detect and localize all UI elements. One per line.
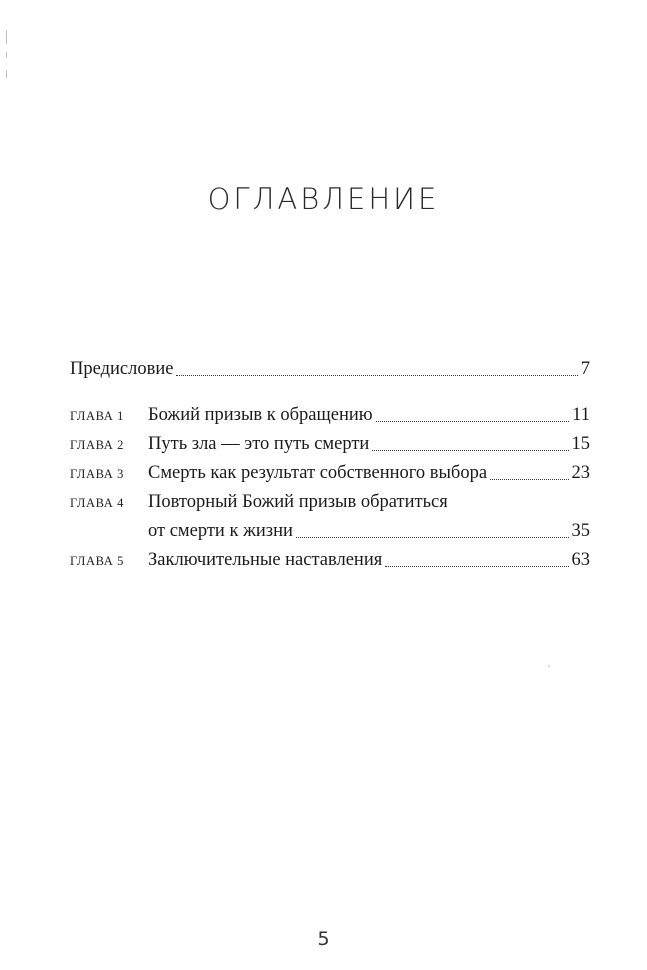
scan-margin-marks [6,30,8,90]
toc-entry-chapter-2[interactable] [70,430,590,459]
toc-entry-text: Повторный Божий призыв обратиться [148,492,448,512]
toc-entry-chapter-1[interactable] [70,401,590,430]
chapter-label: ГЛАВА 5 [70,554,124,568]
toc-entry-text: от смерти к жизни [148,521,293,541]
chapter-label: ГЛАВА 4 [70,496,124,510]
chapter-label: ГЛАВА 2 [70,438,124,452]
toc-entry-chapter-4-line-1[interactable] [70,488,590,517]
dot-leader [176,375,577,376]
dot-leader [376,421,570,422]
toc-entry-chapter-3[interactable] [70,459,590,488]
toc-entry-text: Божий призыв к обращению [148,405,373,425]
toc-entry-text: Смерть как результат собственного выбора [148,463,488,483]
toc-entry-text: Заключительные наставления [148,550,383,570]
dot-leader [385,566,568,567]
chapter-label: ГЛАВА 3 [70,467,124,481]
scan-speck [548,665,550,667]
dot-leader [296,537,569,538]
toc-entry-text: Предисловие [70,359,174,379]
toc-page-number: 35 [571,521,590,541]
toc-entry-text: Путь зла — это путь смерти [148,434,370,454]
toc-page-number: 23 [571,463,590,483]
chapter-label: ГЛАВА 1 [70,409,124,423]
toc-entry-chapter-5[interactable] [70,546,590,575]
page-title: ОГЛАВЛЕНИЕ [207,182,440,216]
toc-page-number: 7 [580,359,590,379]
dot-leader [490,479,568,480]
toc-page-number: 11 [572,405,590,425]
page-number: 5 [317,928,330,950]
toc-entry-preface[interactable] [70,355,590,384]
dot-leader [372,450,568,451]
toc-page-number: 15 [571,434,590,454]
toc-entry-chapter-4-line-2[interactable] [70,517,590,546]
toc-page-number: 63 [571,550,590,570]
table-of-contents [70,355,590,575]
